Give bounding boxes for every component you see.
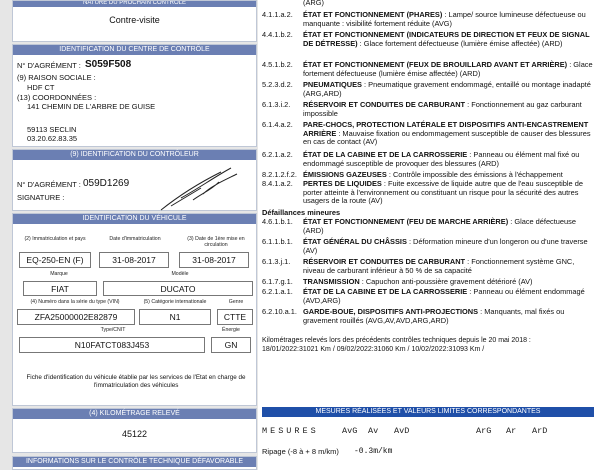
date-first-value: 31-08-2017 (179, 252, 249, 268)
controleur-section (12, 149, 257, 211)
defect-text: ÉTAT ET FONCTIONNEMENT (PHARES) : Lampe/ source lumineuse défectueuse ou manquante : visibilité fortement réduite (AVG) (303, 10, 586, 28)
defect-row (262, 81, 598, 99)
controleur-agrement-label: N° D'AGRÉMENT : (17, 180, 81, 189)
km-section (12, 408, 257, 453)
km-history-line-2: 18/01/2022:31021 Km / 09/02/2022:31060 Km / 10/02/2022:31093 Km / (262, 346, 485, 353)
ripage-row (262, 447, 594, 459)
vehicule-title: IDENTIFICATION DU VÉHICULE (13, 214, 256, 224)
minor-header: Défaillances mineures (262, 208, 341, 217)
phone-line: 03.20.62.83.35 (27, 134, 78, 143)
defect-text: ÉMISSIONS GAZEUSES : Contrôle impossible des émissions à l'échappement (303, 170, 563, 179)
defect-text: ÉTAT ET FONCTIONNEMENT (INDICATEURS DE DIRECTION ET FEUX DE SIGNAL DE DÉTRESSE) : Glace fortement défectueuse (lumière émise affectée) (ARD) (303, 30, 590, 48)
defect-item-title: ÉTAT ET FONCTIONNEMENT (PHARES) (303, 10, 443, 19)
defect-text: ÉTAT GÉNÉRAL DU CHÂSSIS : Déformation mineure d'un longeron ou d'une traverse (AV) (303, 237, 588, 255)
energie-label: Énergie (222, 327, 240, 333)
raison-value: HDF CT (27, 83, 55, 92)
defect-text: TRANSMISSION : Capuchon anti-poussière gravement détérioré (AV) (303, 277, 533, 286)
defect-row (262, 218, 598, 236)
defect-row (262, 121, 598, 149)
marque-value: FIAT (23, 281, 97, 296)
immat-label: (2) Immatriculation et pays (24, 236, 86, 242)
immat-value: EQ-250-EN (F) (19, 252, 91, 268)
defect-code: 6.1.1.b.1. (262, 237, 293, 246)
measures-head: MESURES (262, 426, 319, 436)
defect-code: 4.4.1.b.2. (262, 30, 293, 39)
measures-col-av: Av (368, 426, 379, 436)
km-history-line-1: Kilométrages relevés lors des précédents contrôles techniques depuis le 20 mai 2018 : (262, 337, 531, 344)
defect-code: 8.4.1.a.2. (262, 179, 293, 188)
defect-row (262, 288, 598, 306)
vehicule-section (12, 213, 257, 406)
defect-row (262, 258, 598, 276)
defect-row (262, 180, 598, 208)
defect-item-title: PERTES DE LIQUIDES (303, 179, 382, 188)
defect-text: ÉTAT DE LA CABINE ET DE LA CARROSSERIE : Panneau ou élément mal fixé ou endommagé susceptible de provoquer des blessures (ARD) (303, 150, 580, 168)
bottom-section (12, 456, 257, 470)
measures-title: MESURES RÉALISÉES ET VALEURS LIMITES CORRESPONDANTES (262, 407, 594, 417)
defect-item-title: ÉTAT DE LA CABINE ET DE LA CARROSSERIE (303, 150, 468, 159)
ripage-value: -0.3m/km (354, 447, 393, 456)
measures-col-avd: AvD (394, 426, 410, 436)
next-control-title: NATURE DU PROCHAIN CONTRÔLE (13, 1, 256, 7)
address-line: 141 CHEMIN DE L'ARBRE DE GUISE (27, 102, 156, 111)
ripage-label: Ripage (-8 à + 8 m/km) (262, 447, 339, 456)
vin-value: ZFA25000002E82879 (17, 309, 135, 325)
centre-title: IDENTIFICATION DU CENTRE DE CONTRÔLE (13, 45, 256, 55)
controleur-agrement-value: 059D1269 (83, 178, 130, 189)
vin-label: (4) Numéro dans la série du type (VIN) (30, 299, 120, 305)
signature-label: SIGNATURE : (17, 193, 65, 202)
defect-text: PERTES DE LIQUIDES : Fuite excessive de liquide autre que de l'eau susceptible de porter atteinte à l'environnement ou constituant un risque pour la sécurité des autres usagers de la route (AV) (303, 179, 583, 206)
city-line: 59113 SECLIN (27, 125, 77, 134)
defect-text: RÉSERVOIR ET CONDUITES DE CARBURANT : Fonctionnement système GNC, niveau de carburant inférieur à 50 % de sa capacité (303, 257, 575, 275)
measures-col-ar: Ar (506, 426, 517, 436)
measures-col-avg: AvG (342, 426, 358, 436)
marque-label: Marque (50, 271, 68, 277)
right-top-text: (ARG) (303, 0, 324, 7)
defect-text: PARE-CHOCS, PROTECTION LATÉRALE ET DISPOSITIFS ANTI-ENCASTREMENT ARRIÈRE : Mauvaise fixation ou endommagement susceptible de causer des blessures en cas de contact (AV) (303, 120, 591, 147)
controleur-title: (9) IDENTIFICATION DU CONTRÔLEUR (13, 150, 256, 160)
defect-item-title: RÉSERVOIR ET CONDUITES DE CARBURANT (303, 257, 466, 266)
modele-label: Modèle (171, 271, 189, 277)
km-value: 45122 (121, 429, 148, 439)
defect-item-title: PNEUMATIQUES (303, 80, 362, 89)
defect-item-title: RÉSERVOIR ET CONDUITES DE CARBURANT (303, 100, 466, 109)
defect-text: GARDE-BOUE, DISPOSITIFS ANTI-PROJECTIONS : Manquants, mal fixés ou gravement rouillés (AVG,AV,AVD,ARG,ARD) (303, 307, 565, 325)
defect-text: RÉSERVOIR ET CONDUITES DE CARBURANT : Fonctionnement au gaz carburant impossible (303, 100, 582, 118)
next-control-value: Contre-visite (109, 15, 160, 25)
bottom-title: INFORMATIONS SUR LE CONTRÔLE TECHNIQUE DÉFAVORABLE (13, 457, 256, 467)
measures-header (262, 426, 594, 438)
agrement-label: N° D'AGRÉMENT : (17, 61, 81, 70)
defect-code: 6.1.3.i.2. (262, 100, 291, 109)
defect-code: 4.1.1.a.2. (262, 10, 293, 19)
date-immat-value: 31-08-2017 (99, 252, 169, 268)
date-immat-label: Date d'immatriculation (109, 236, 161, 242)
defect-row (262, 31, 598, 59)
genre-label: Genre (228, 299, 244, 305)
defect-row (262, 278, 598, 287)
defect-code: 6.1.7.g.1. (262, 277, 293, 286)
km-title: (4) KILOMÉTRAGE RELEVÉ (13, 409, 256, 419)
modele-value: DUCATO (103, 281, 253, 296)
defect-item-title: ÉTAT DE LA CABINE ET DE LA CARROSSERIE (303, 287, 468, 296)
defect-item-title: GARDE-BOUE, DISPOSITIFS ANTI-PROJECTIONS (303, 307, 479, 316)
energie-value: GN (211, 337, 251, 353)
defect-code: 6.1.3.j.1. (262, 257, 291, 266)
defect-row (262, 151, 598, 169)
type-label: Type/CNIT (100, 327, 126, 333)
defect-text: ÉTAT ET FONCTIONNEMENT (FEUX DE BROUILLARD AVANT ET ARRIÈRE) : Glace fortement défectueuse (lumière émise affectée) (ARD) (303, 60, 593, 78)
defect-code: 6.1.4.a.2. (262, 120, 293, 129)
defect-code: 4.6.1.b.1. (262, 217, 293, 226)
defect-item-title: ÉTAT ET FONCTIONNEMENT (FEU DE MARCHE ARRIÈRE) (303, 217, 509, 226)
defect-item-title: ÉTAT GÉNÉRAL DU CHÂSSIS (303, 237, 407, 246)
centre-section (12, 44, 257, 147)
agrement-value: S059F508 (85, 59, 132, 70)
defect-item-title: ÉMISSIONS GAZEUSES (303, 170, 387, 179)
defect-item-title: ÉTAT ET FONCTIONNEMENT (INDICATEURS DE DIRECTION ET FEUX DE SIGNAL DE DÉTRESSE) (303, 30, 590, 48)
raison-label: (9) RAISON SOCIALE : (17, 73, 96, 82)
measures-col-ard: ArD (532, 426, 548, 436)
defect-row (262, 61, 598, 79)
defect-row (262, 238, 598, 256)
defect-code: 8.2.1.2.f.2. (262, 170, 297, 179)
defect-code: 5.2.3.d.2. (262, 80, 293, 89)
categorie-value: N1 (139, 309, 211, 325)
defect-code: 6.2.1.a.1. (262, 287, 293, 296)
type-value: N10FATCT083J453 (19, 337, 205, 353)
fiche-text: Fiche d'identification du véhicule établie par les services de l'Etat en charge de l'immatriculation des véhicules (26, 374, 246, 389)
defect-item-title: TRANSMISSION (303, 277, 360, 286)
coord-label: (13) COORDONNÉES : (17, 93, 97, 102)
defect-code: 6.2.10.a.1. (262, 307, 297, 316)
date-first-label: (3) Date de 1ère mise en circulation (187, 236, 245, 248)
defect-code: 4.5.1.b.2. (262, 60, 293, 69)
categorie-label: (5) Catégorie internationale (143, 299, 207, 305)
defect-code: 6.2.1.a.2. (262, 150, 293, 159)
defect-text: ÉTAT ET FONCTIONNEMENT (FEU DE MARCHE ARRIÈRE) : Glace défectueuse (ARD) (303, 217, 576, 235)
defect-item-title: PARE-CHOCS, PROTECTION LATÉRALE ET DISPOSITIFS ANTI-ENCASTREMENT ARRIÈRE (303, 120, 589, 138)
defect-row (262, 101, 598, 119)
genre-value: CTTE (217, 309, 253, 325)
signature-scribble (141, 164, 251, 214)
defect-item-title: ÉTAT ET FONCTIONNEMENT (FEUX DE BROUILLARD AVANT ET ARRIÈRE) (303, 60, 568, 69)
next-control-section (12, 0, 257, 42)
defect-text: ÉTAT DE LA CABINE ET DE LA CARROSSERIE : Panneau ou élément endommagé (AVD,ARG) (303, 287, 585, 305)
defect-row (262, 308, 598, 326)
measures-col-arg: ArG (476, 426, 492, 436)
defect-text: PNEUMATIQUES : Pneumatique gravement endommagé, entaillé ou montage inadapté (ARG,ARD) (303, 80, 591, 98)
defect-row (262, 11, 598, 29)
